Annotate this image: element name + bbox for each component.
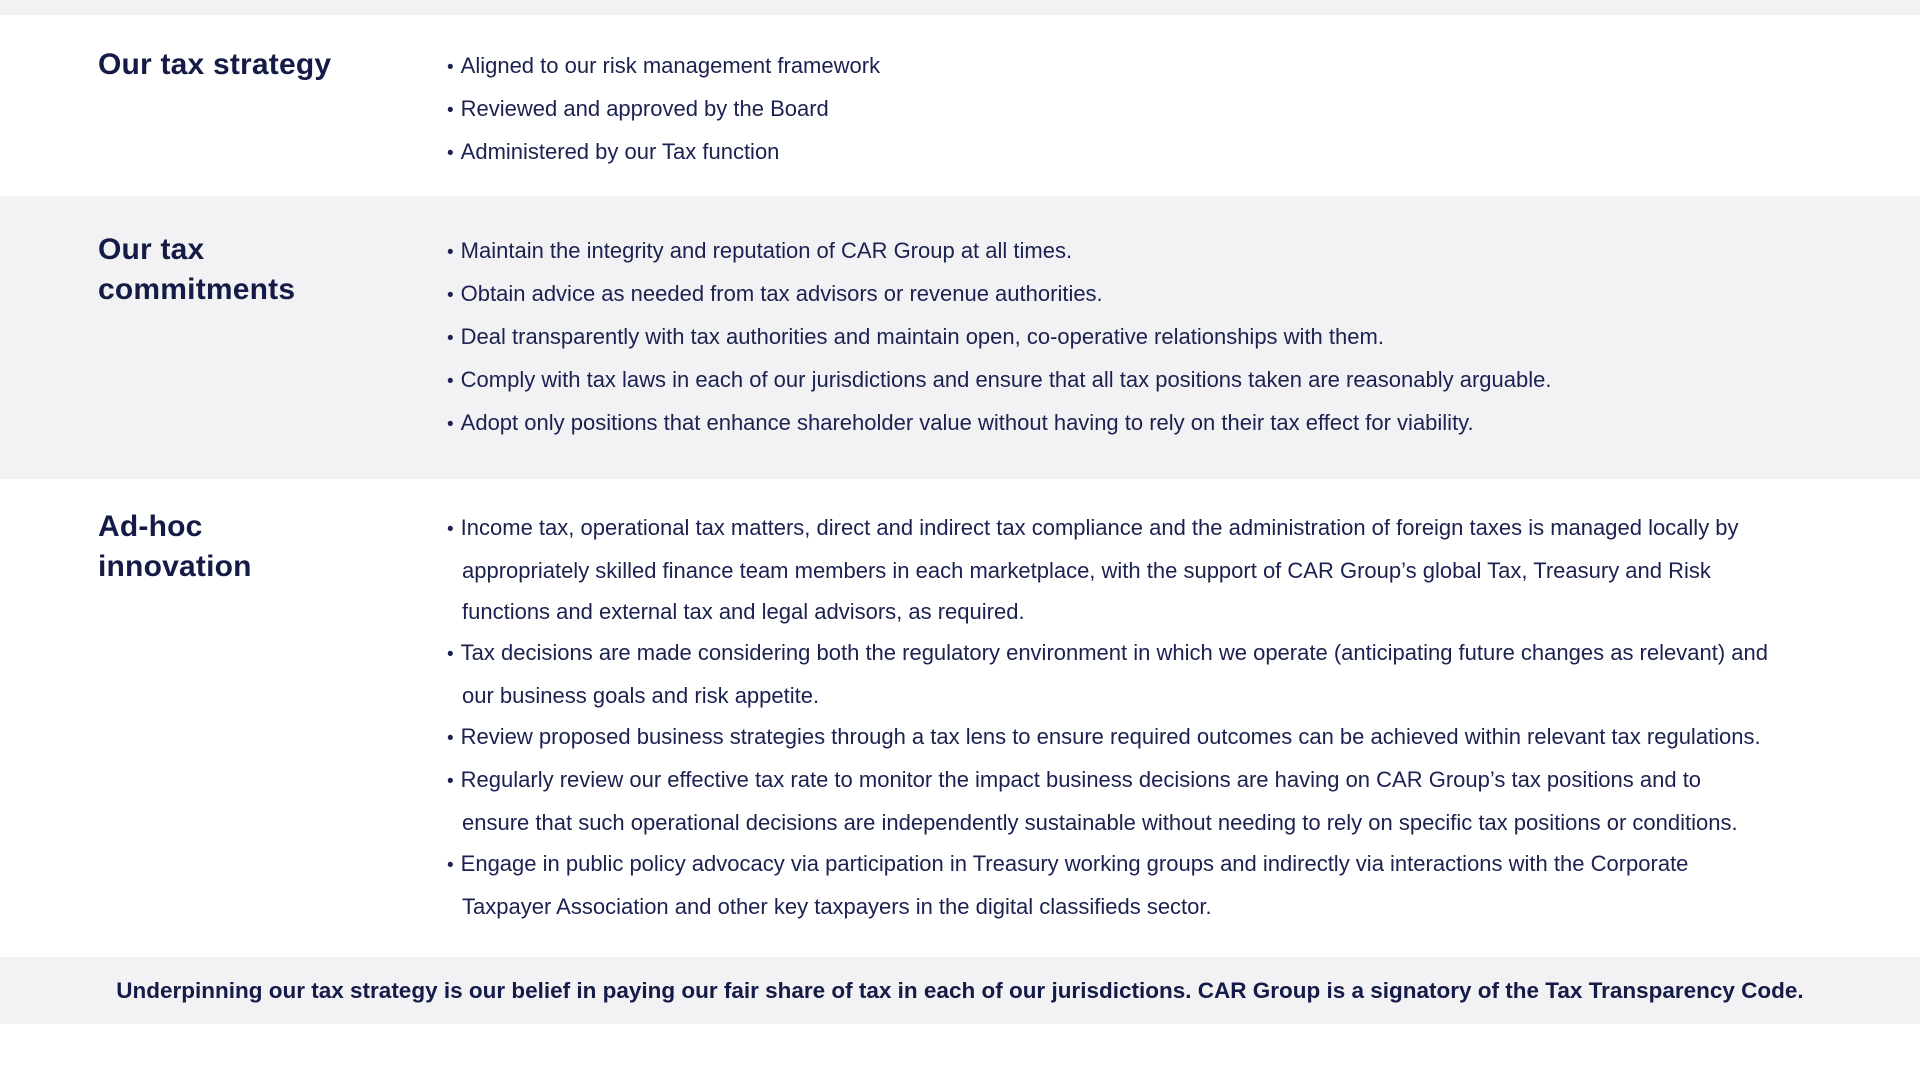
top-strip <box>0 0 1920 15</box>
tax-commitments-bullet-list <box>447 230 1770 445</box>
tax-commitments-heading: Our tax commitments <box>98 233 296 306</box>
bullet-item: • Regularly review our effective tax rate to monitor the impact business decisions are having on CAR Group’s tax positions and to ensure that such operational decisions are independently sustainable without needing to rely on specific tax positions or conditions. <box>447 759 1770 843</box>
bullet-item: • Engage in public policy advocacy via participation in Treasury working groups and indirectly via interactions with the Corporate Taxpayer Association and other key taxpayers in the digital classifieds sector. <box>447 843 1770 927</box>
footer-band <box>0 957 1920 1024</box>
footer-statement: Underpinning our tax strategy is our belief in paying our fair share of tax in each of our jurisdictions. CAR Group is a signatory of the Tax Transparency Code. <box>116 978 1804 1003</box>
section-adhoc-innovation <box>0 479 1920 957</box>
bullet-item: • Deal transparently with tax authorities and maintain open, co-operative relationships with them. <box>447 316 1770 359</box>
tax-strategy-bullet-list <box>447 45 1770 174</box>
section-tax-strategy <box>0 15 1920 196</box>
bullet-item: • Comply with tax laws in each of our jurisdictions and ensure that all tax positions taken are reasonably arguable. <box>447 359 1770 402</box>
bullet-item: • Tax decisions are made considering both the regulatory environment in which we operate (anticipating future changes as relevant) and our business goals and risk appetite. <box>447 632 1770 716</box>
adhoc-innovation-heading: Ad-hoc innovation <box>98 510 252 583</box>
bullet-item: • Adopt only positions that enhance shareholder value without having to rely on their tax effect for viability. <box>447 402 1770 445</box>
bullet-item: • Review proposed business strategies through a tax lens to ensure required outcomes can be achieved within relevant tax regulations. <box>447 716 1770 759</box>
bullet-item: • Administered by our Tax function <box>447 131 1770 174</box>
adhoc-innovation-bullet-list <box>447 507 1770 927</box>
bullet-item: • Aligned to our risk management framework <box>447 45 1770 88</box>
bullet-item: • Reviewed and approved by the Board <box>447 88 1770 131</box>
bullet-item: • Obtain advice as needed from tax advisors or revenue authorities. <box>447 273 1770 316</box>
bullet-item: • Maintain the integrity and reputation of CAR Group at all times. <box>447 230 1770 273</box>
bullet-item: • Income tax, operational tax matters, direct and indirect tax compliance and the administration of foreign taxes is managed locally by appropriately skilled finance team members in each marketplace, with the support of CAR Group’s global Tax, Treasury and Risk functions and external tax and legal advisors, as required. <box>447 507 1770 632</box>
section-tax-commitments <box>0 196 1920 479</box>
tax-strategy-heading: Our tax strategy <box>98 48 332 81</box>
